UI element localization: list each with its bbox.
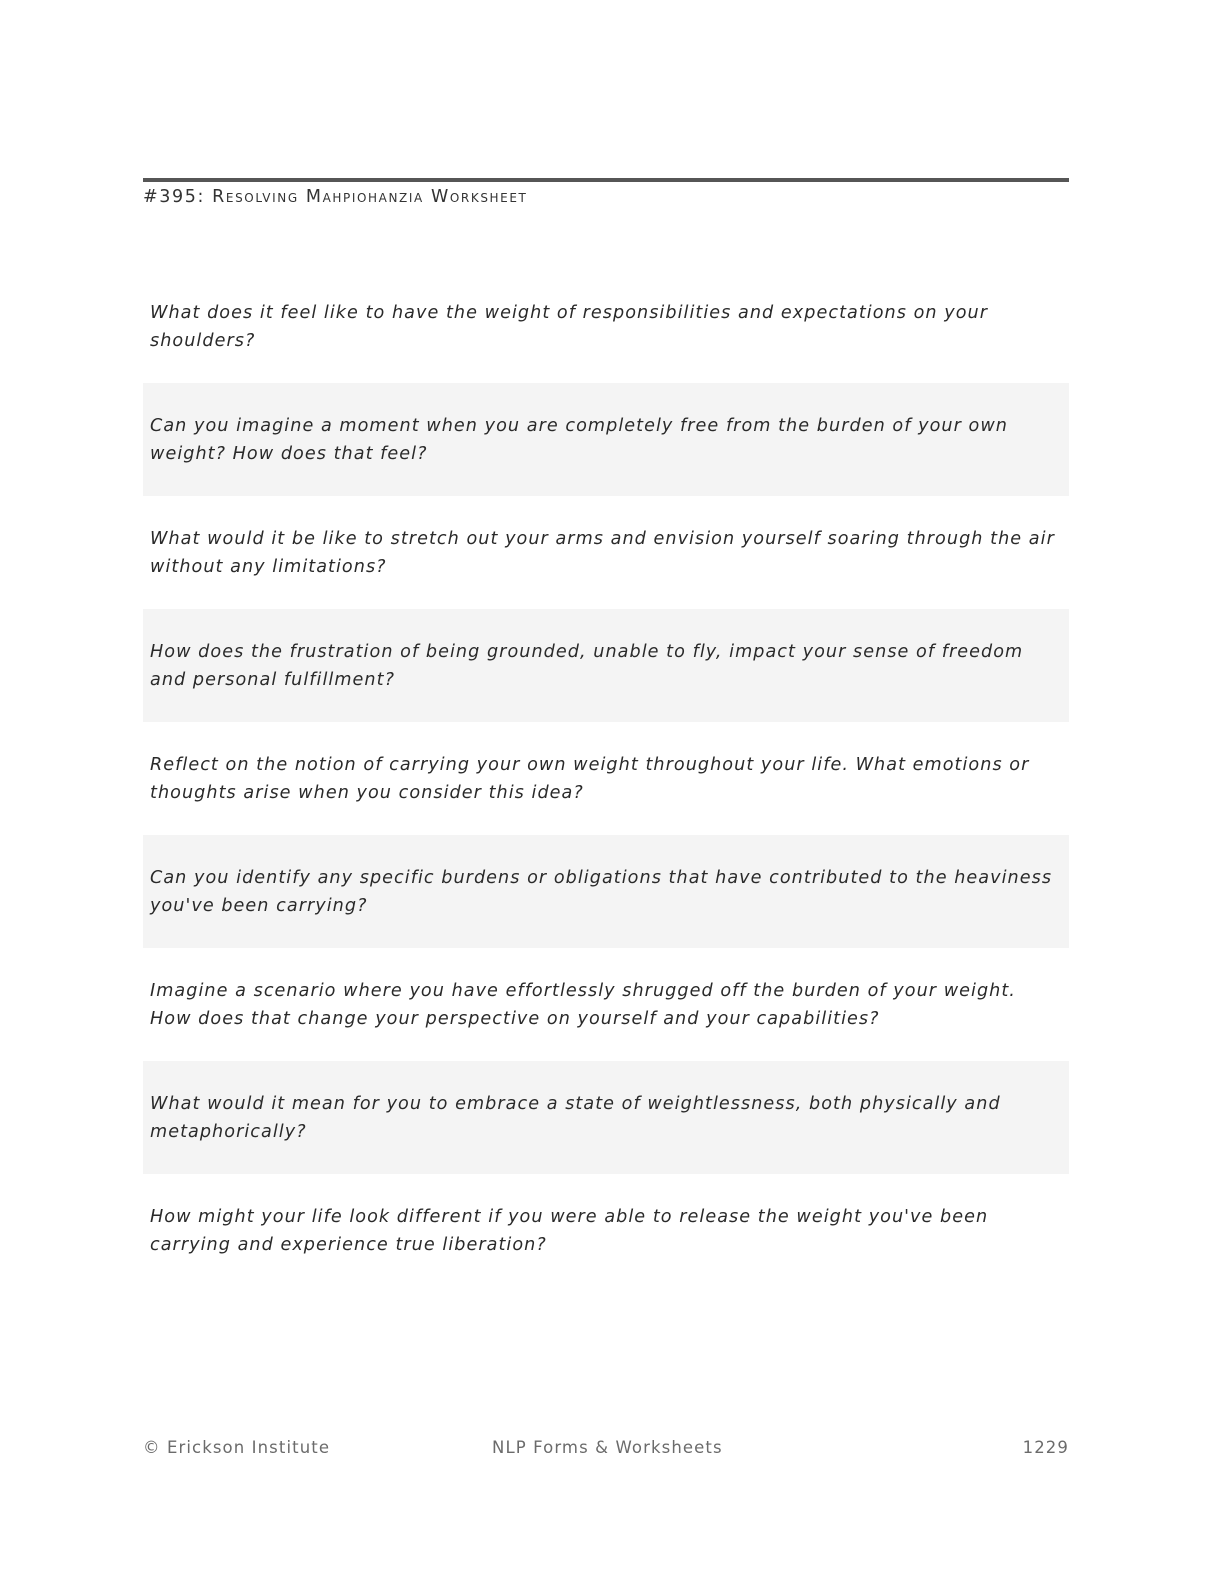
question-row — [143, 609, 1069, 722]
page-title: #395: Resolving Mahpiohanzia Worksheet — [143, 187, 528, 207]
question-text: Imagine a scenario where you have effortlessly shrugged off the burden of your weight. How does that change your perspective on yourself and your capabilities? — [150, 981, 1016, 1029]
question-list — [143, 270, 1069, 1287]
question-row — [143, 1174, 1069, 1287]
footer-page-number: 1229 — [1022, 1438, 1069, 1457]
question-text: How might your life look different if you were able to release the weight you've been carrying and experience true liberation? — [150, 1207, 989, 1255]
question-text: Can you identify any specific burdens or obligations that have contributed to the heaviness you've been carrying? — [150, 868, 1053, 916]
question-row — [143, 1061, 1069, 1174]
worksheet-page — [143, 0, 1069, 1584]
question-text: How does the frustration of being grounded, unable to fly, impact your sense of freedom and personal fulfillment? — [150, 642, 1024, 690]
question-row — [143, 948, 1069, 1061]
question-row — [143, 835, 1069, 948]
question-row — [143, 270, 1069, 383]
header-rule — [143, 178, 1069, 182]
question-row — [143, 496, 1069, 609]
question-text: Can you imagine a moment when you are completely free from the burden of your own weight? How does that feel? — [150, 416, 1008, 464]
footer-copyright: © Erickson Institute — [143, 1438, 331, 1457]
page-footer — [143, 1437, 1069, 1461]
question-text: What does it feel like to have the weight of responsibilities and expectations on your shoulders? — [150, 303, 989, 351]
question-row — [143, 722, 1069, 835]
question-text: What would it be like to stretch out your arms and envision yourself soaring through the air without any limitations? — [150, 529, 1055, 577]
question-text: What would it mean for you to embrace a state of weightlessness, both physically and metaphorically? — [150, 1094, 1001, 1142]
question-row — [143, 383, 1069, 496]
footer-publication: NLP Forms & Worksheets — [492, 1438, 723, 1457]
question-text: Reflect on the notion of carrying your own weight throughout your life. What emotions or thoughts arise when you consider this idea? — [150, 755, 1030, 803]
